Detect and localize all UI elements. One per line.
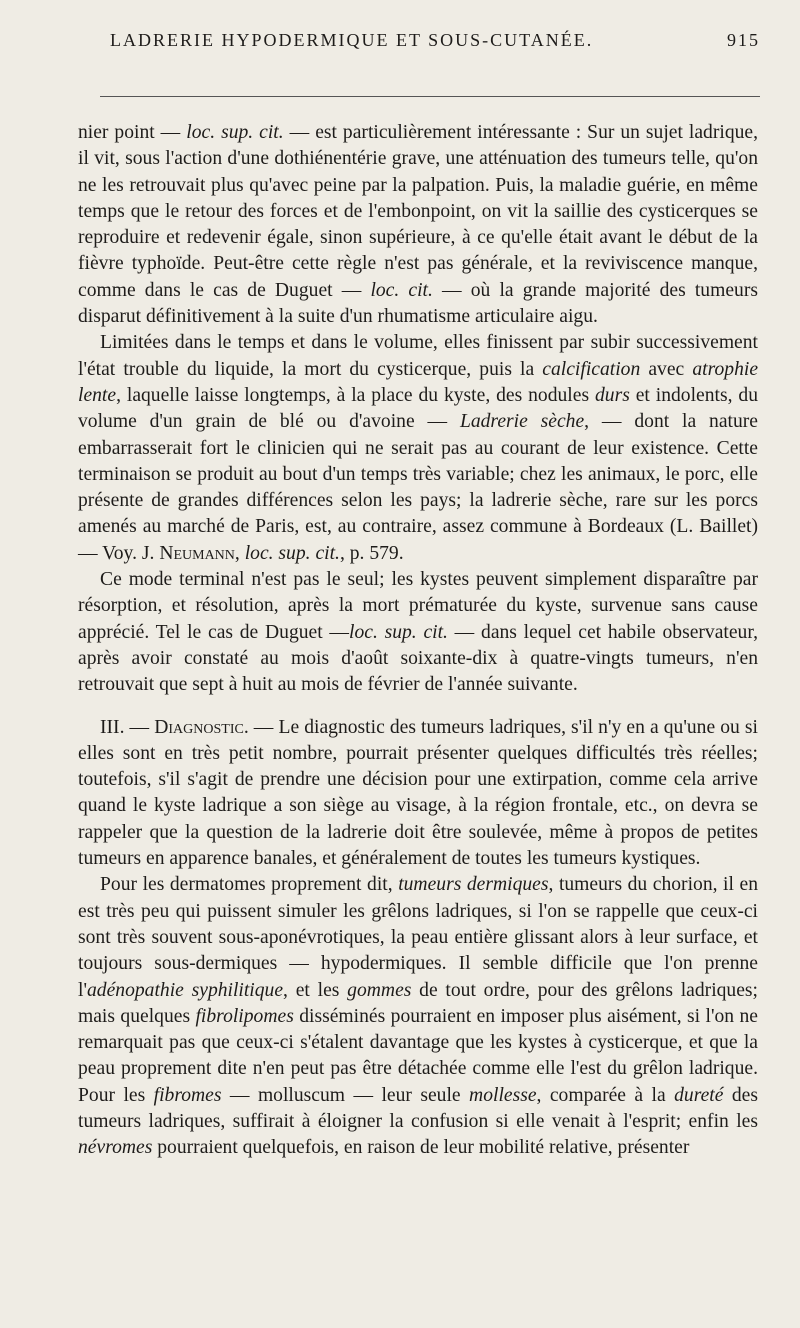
text-run: III. — [100,716,155,738]
text-run: Ce mode terminal n'est pas le seul; les kystes peuvent simplement disparaître par résorption, et résolution, après la mort prématurée du kyste, survenue sans cause apprécié. Tel le cas de Duguet — [78,569,758,643]
text-run: Limitées dans le temps et dans le volume, elles finissent par subir successivement l'état trouble du liquide, la mort du cysticerque, puis la [78,332,758,380]
text-run: . — Le diagnostic des tumeurs ladriques, s'il n'y en a qu'une ou si elles sont en très petit nombre, pourrait présenter quelques difficultés très réelles; toutefois, s'il s'agit de prendre une décision pour une extirpation, comme cela arrive quand le kyste ladrique a son siège au visage, à la région frontale, etc., on devra se rappeler que la question de la ladrerie doit être soulevée, même à propos de petites tumeurs en apparence banales, et généralement de toutes les tumeurs kystiques. [78,716,758,870]
small-caps-text: Diagnostic [154,716,244,738]
text-run: — où la grande majorité des tumeurs disparut définitivement à la suite d'un rhumatisme articulaire aigu. [78,279,758,328]
text-run: de tout ordre, pour des grêlons ladriques; mais quelques [78,979,758,1027]
page-number: 915 [727,30,760,50]
paragraph [78,715,758,873]
italic-text: fibromes [153,1084,222,1106]
small-caps-text: Neumann [159,542,235,564]
text-run: , et les [283,979,348,1001]
text-run: — est particulièrement intéressante : Sur un sujet ladrique, il vit, sous l'action d'une dothiénentérie grave, une atténuation des tumeurs telle, qu'on ne les retrouvait plus qu'avec peine par la palpation. Puis, la maladie guérie, en même temps que le retour des forces et de l'embonpoint, on vit la saillie des cysticerques se reproduire et redevenir égale, sinon supérieure, à ce qu'elle était avant le début de la fièvre typhoïde. Peut-être cette règle n'est pas générale, et la reviviscence manque, comme dans le cas de Duguet — [78,122,759,301]
italic-text: gommes [347,979,412,1001]
paragraph [78,120,758,330]
italic-text: dureté [674,1084,724,1106]
body-text [78,120,758,1162]
italic-text: atrophie lente [78,358,759,406]
italic-text: loc. sup. cit. [349,621,448,643]
italic-text: calcification [542,358,641,380]
italic-text: mollesse [469,1084,537,1106]
text-run: , comparée à la [536,1084,675,1106]
text-run: , tumeurs du chorion, il en est très peu qui puissent simuler les grêlons ladriques, si l'on se rappelle que ceux-ci sont très souvent sous-aponévrotiques, la peau entière glissant alors à leur surface, et toujours sous-dermiques — hypodermiques. Il semble difficile que l'on prenne l' [78,874,758,1001]
text-run: disséminés pourraient en imposer plus aisément, si l'on ne remarquait pas que ceux-ci s'étalent davantage que les kystes à cysticerque, et que la peau proprement dite n'en peut pas être détachée comme elle l'est du grêlon ladrique. Pour les [78,1005,759,1106]
text-run: Pour les dermatomes proprement dit, [100,874,399,896]
text-run: , p. 579. [339,542,404,564]
italic-text: Ladrerie sèche [459,411,585,433]
italic-text: tumeurs dermiques [398,874,549,896]
text-run: et indolents, du volume d'un grain de blé ou d'avoine — [78,384,758,433]
text-run: nier point — [78,122,187,143]
text-run: , laquelle laisse longtemps, à la place du kyste, des nodules [116,384,595,406]
paragraph [78,872,758,1161]
header-rule [100,96,760,97]
italic-text: névromes [78,1137,153,1159]
text-run: pourraient quelquefois, en raison de leur mobilité relative, présenter [152,1137,690,1159]
paragraph [78,567,758,698]
italic-text: durs [594,384,630,406]
text-run: — molluscum — leur seule [221,1084,470,1106]
text-run: des tumeurs ladriques, suffirait à éloigner la confusion si elle venait à l'esprit; enfin les [78,1084,758,1132]
text-run: avec [640,358,693,380]
italic-text: adénopathie syphilitique [86,979,284,1001]
running-title: LADRERIE HYPODERMIQUE ET SOUS-CUTANÉE. [110,30,594,50]
italic-text: loc. sup. cit. [186,122,284,143]
italic-text: loc. cit. [370,279,433,301]
italic-text: fibrolipomes [195,1005,294,1027]
text-run: , — dont la nature embarrasserait fort le clinicien qui ne serait pas au courant de leur existence. Cette terminaison se produit au bout d'un temps très variable; chez les animaux, le porc, elle présente de grandes différences selon les pays; la ladrerie sèche, rare sur les porcs amenés au marché de Paris, est, au contraire, assez commune à Bordeaux (L. Baillet) — Voy. J. [78,411,758,564]
italic-text: loc. sup. cit. [244,542,340,564]
text-run: — dans lequel cet habile observateur, après avoir constaté au mois d'août soixante-dix à quatre-vingts tumeurs, n'en retrouvait que sept à huit au mois de février de l'année suivante. [78,621,758,696]
text-run: , [234,542,245,564]
paragraph [78,330,758,567]
